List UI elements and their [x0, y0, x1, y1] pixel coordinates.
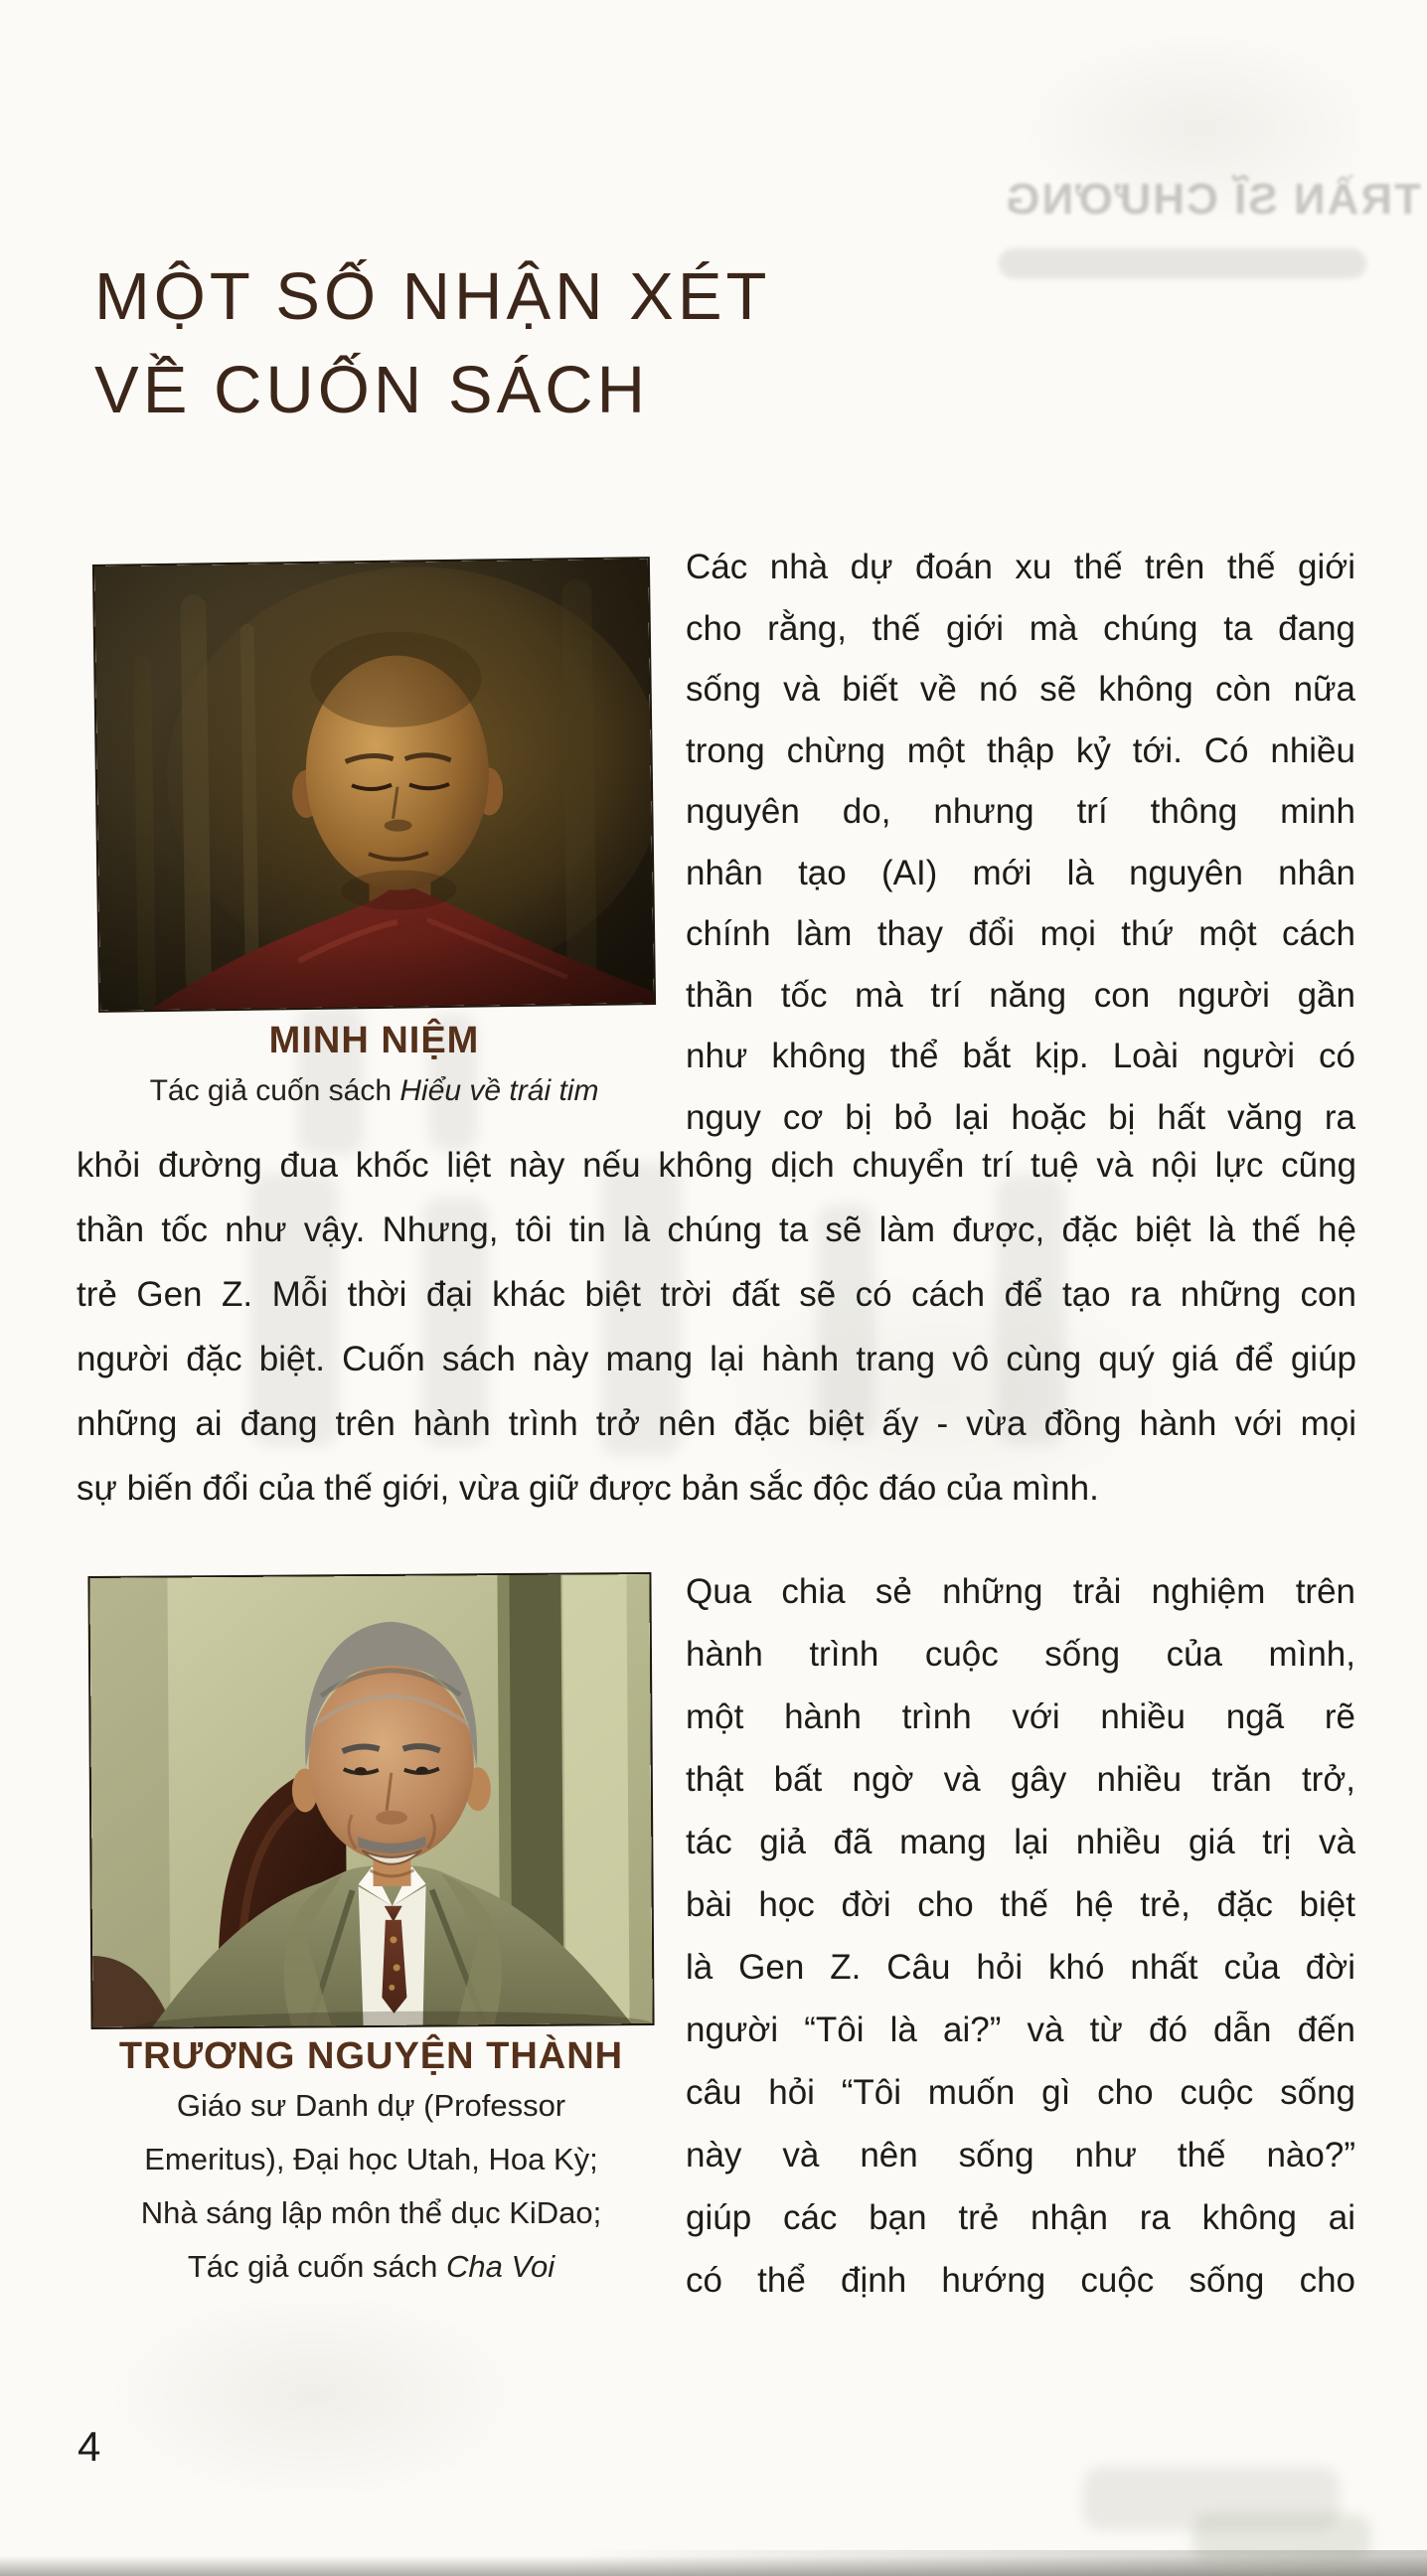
text-line: tác giả đã mang lại nhiều giá trị và: [686, 1823, 1355, 1861]
author-name: MINH NIỆM: [268, 1020, 480, 1061]
professor-portrait-illustration: [89, 1574, 652, 2027]
text-line: thần tốc như vậy. Nhưng, tôi tin là chúng ta sẽ làm được, đặc biệt là thế hệ: [77, 1210, 1356, 1249]
text-line: người “Tôi là ai?” và từ đó dẫn đến: [686, 2011, 1355, 2049]
book-prefix: Tác giả cuốn sách: [187, 2249, 447, 2284]
credential-line: Giáo sư Danh dự (Professor: [176, 2088, 566, 2123]
review2-column-text: [686, 1560, 1355, 2312]
author-name: TRƯƠNG NGUYỆN THÀNH: [118, 2035, 624, 2077]
book-title-italic: Hiểu về trái tim: [399, 1074, 599, 1107]
text-line: nhân tạo (AI) mới là nguyên nhân: [686, 853, 1355, 892]
role-text: Tác giả cuốn sách: [149, 1074, 400, 1107]
text-line: như không thể bắt kịp. Loài người có: [686, 1037, 1355, 1075]
review1-column-text: [686, 537, 1355, 1148]
scan-edge-shadow-right: [570, 2550, 1427, 2576]
text-line: chính làm thay đổi mọi thứ một cách: [686, 914, 1355, 953]
author-book: [91, 2240, 651, 2294]
monk-portrait-illustration: [94, 559, 654, 1011]
text-line: có thể định hướng cuộc sống cho: [686, 2261, 1355, 2300]
caption-truong-nguyen-thanh: [91, 2033, 651, 2294]
text-line: nguy cơ bị bỏ lại hoặc bị hất văng ra: [686, 1097, 1355, 1137]
caption-minh-niem: [97, 1018, 651, 1115]
author-photo-truong-nguyen-thanh: [89, 1574, 652, 2027]
page-title: [94, 250, 770, 437]
text-line: khỏi đường đua khốc liệt này nếu không dịch chuyển trí tuệ và nội lực cũng: [77, 1146, 1356, 1185]
author-role: [97, 1067, 651, 1115]
review1-fullwidth-text: [77, 1133, 1356, 1521]
text-line: này và nên sống như thế nào?”: [686, 2136, 1355, 2174]
credential-line: Emeritus), Đại học Utah, Hoa Kỳ;: [144, 2142, 598, 2176]
text-line: hành trình cuộc sống của mình,: [686, 1635, 1355, 1674]
text-line: câu hỏi “Tôi muốn gì cho cuộc sống: [686, 2073, 1355, 2112]
text-line: thật bất ngờ và gây nhiều trăn trở,: [686, 1760, 1355, 1799]
text-line: Qua chia sẻ những trải nghiệm trên: [686, 1572, 1355, 1611]
page-title-line2: VỀ CUỐN SÁCH: [94, 353, 650, 427]
text-line: nguyên do, nhưng trí thông minh: [686, 792, 1355, 831]
text-line: cho rằng, thế giới mà chúng ta đang: [686, 608, 1355, 648]
text-line: người đặc biệt. Cuốn sách này mang lại hành trang vô cùng quý giá để giúp: [77, 1340, 1356, 1378]
text-line: trong chừng một thập kỷ tới. Có nhiều: [686, 730, 1355, 770]
page-title-line1: MỘT SỐ NHẬN XÉT: [94, 259, 771, 334]
text-line: giúp các bạn trẻ nhận ra không ai: [686, 2198, 1355, 2237]
text-line: sống và biết về nó sẽ không còn nữa: [686, 670, 1355, 709]
text-line: những ai đang trên hành trình trở nên đặc biệt ấy - vừa đồng hành với mọi: [77, 1404, 1356, 1443]
text-line: trẻ Gen Z. Mỗi thời đại khác biệt trời đất sẽ có cách để tạo ra những con: [77, 1275, 1356, 1314]
text-line: một hành trình với nhiều ngã rẽ: [686, 1697, 1355, 1736]
text-line: thần tốc mà trí năng con người gần: [686, 975, 1355, 1015]
author-photo-minh-niem: [94, 559, 654, 1011]
book-title-italic: Cha Voi: [446, 2249, 555, 2284]
text-line: là Gen Z. Câu hỏi khó nhất của đời: [686, 1948, 1355, 1987]
page-number: 4: [78, 2423, 101, 2470]
text-line: Các nhà dự đoán xu thế trên thế giới: [686, 548, 1355, 586]
credential-line: Nhà sáng lập môn thể dục KiDao;: [140, 2195, 602, 2230]
text-line: bài học đời cho thế hệ trẻ, đặc biệt: [686, 1885, 1355, 1924]
author-credentials: [91, 2079, 651, 2240]
show-through-artifact: [999, 248, 1366, 278]
text-line: sự biến đổi của thế giới, vừa giữ được bản sắc độc đáo của mình.: [77, 1469, 1099, 1508]
show-through-text: TRẦN SĨ CHƯƠNG: [1004, 175, 1421, 224]
